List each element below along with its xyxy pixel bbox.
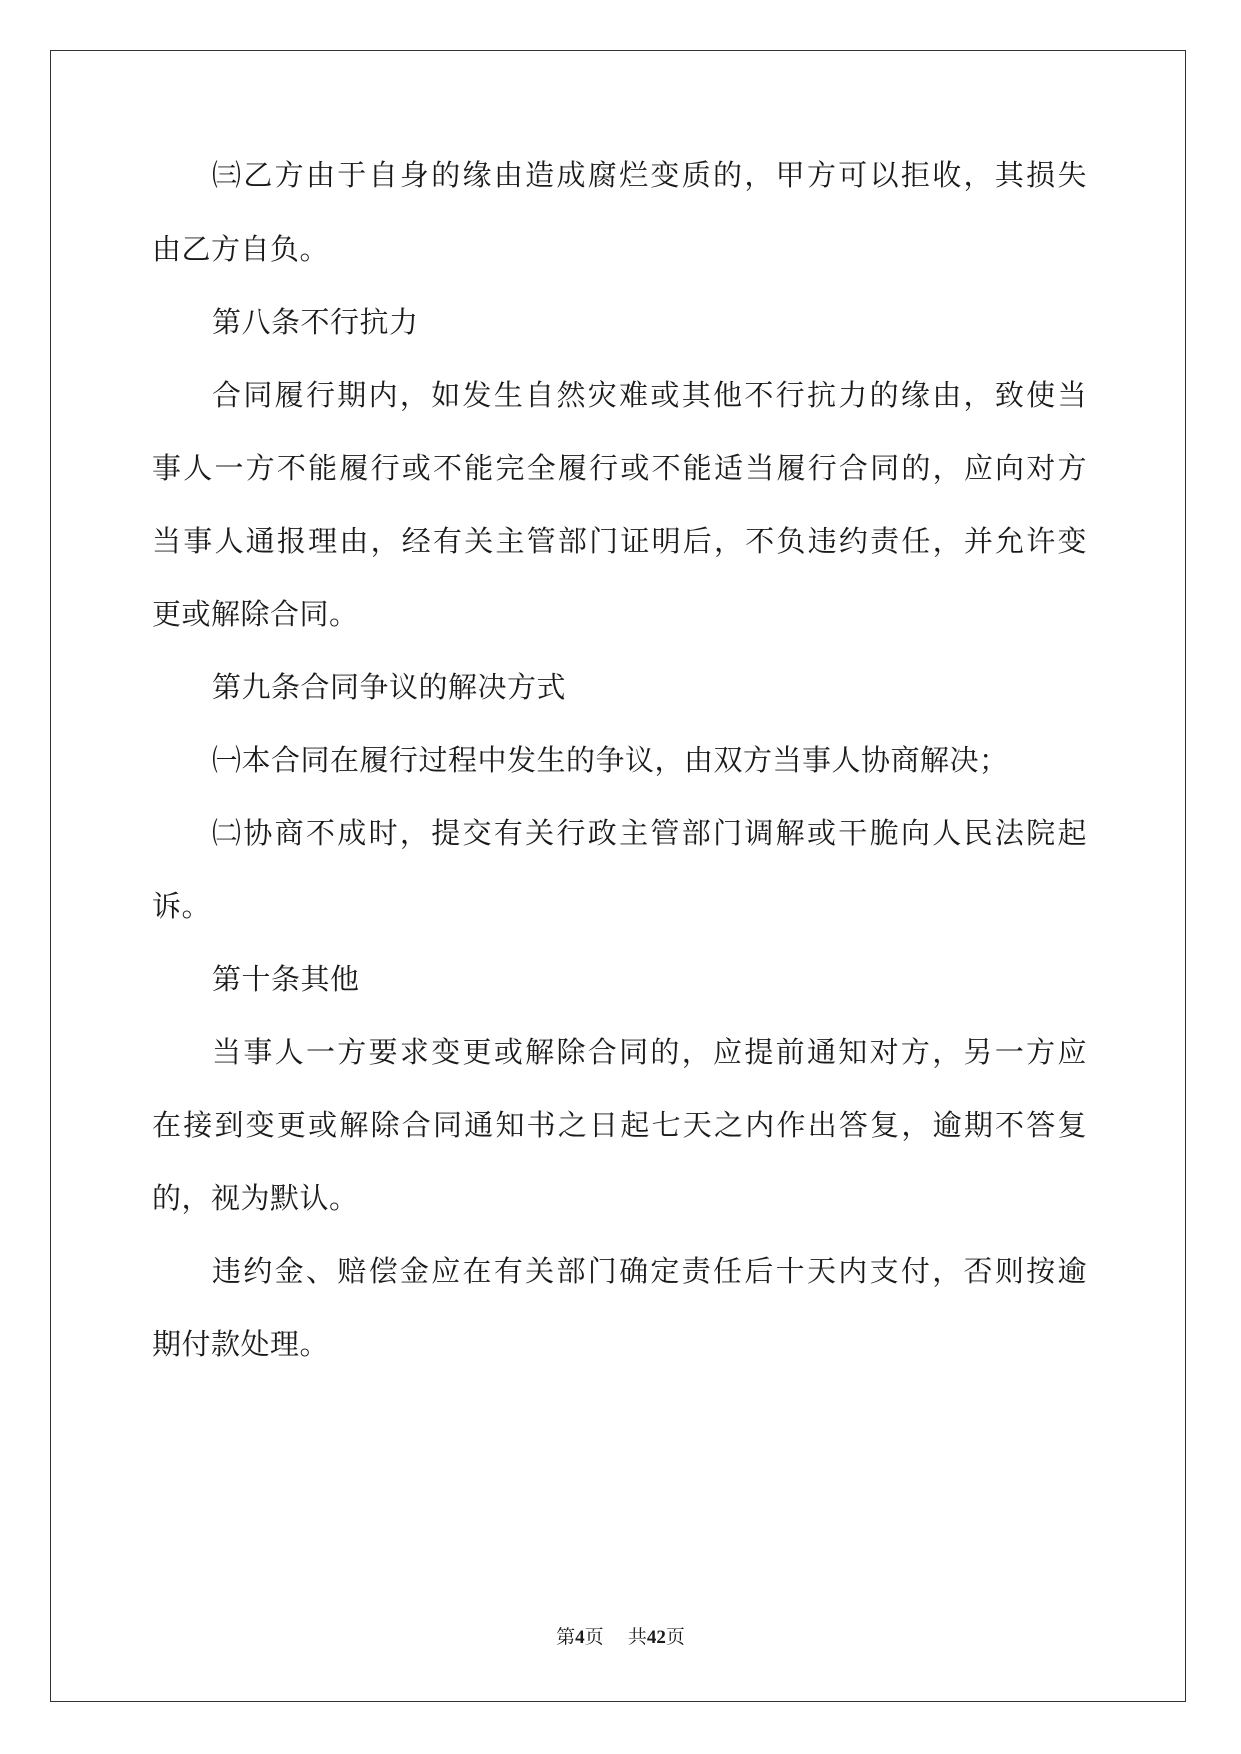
page-footer bbox=[0, 1625, 1241, 1650]
section-heading: 第十条其他 bbox=[212, 962, 360, 996]
paragraph-line: ㈠本合同在履行过程中发生的争议，由双方当事人协商解决； bbox=[212, 743, 1009, 777]
page-suffix: 页 bbox=[584, 1626, 604, 1648]
paragraph-line: 违约金、赔偿金应在有关部门确定责任后十天内支付，否则按逾 bbox=[212, 1254, 1087, 1288]
paragraph-line: 由乙方自负。 bbox=[152, 232, 330, 266]
paragraph-line: 在接到变更或解除合同通知书之日起七天之内作出答复，逾期不答复 bbox=[152, 1108, 1087, 1142]
paragraph-line: 合同履行期内，如发生自然灾难或其他不行抗力的缘由，致使当 bbox=[212, 378, 1087, 412]
paragraph-line: ㈡协商不成时，提交有关行政主管部门调解或干脆向人民法院起 bbox=[212, 816, 1087, 850]
page-number: 4 bbox=[575, 1627, 585, 1648]
paragraph-line: 当事人通报理由，经有关主管部门证明后，不负违约责任，并允许变 bbox=[152, 524, 1087, 558]
paragraph-line: 诉。 bbox=[152, 889, 212, 923]
section-heading: 第九条合同争议的解决方式 bbox=[212, 670, 567, 704]
page-border bbox=[50, 50, 1186, 1702]
total-suffix: 页 bbox=[665, 1626, 685, 1648]
paragraph-line: 更或解除合同。 bbox=[152, 597, 359, 631]
paragraph-line: ㈢乙方由于自身的缘由造成腐烂变质的，甲方可以拒收，其损失 bbox=[212, 158, 1087, 192]
total-prefix: 共 bbox=[627, 1626, 647, 1648]
paragraph-line: 事人一方不能履行或不能完全履行或不能适当履行合同的，应向对方 bbox=[152, 451, 1087, 485]
paragraph-line: 当事人一方要求变更或解除合同的，应提前通知对方，另一方应 bbox=[212, 1035, 1087, 1069]
total-pages: 42 bbox=[646, 1627, 666, 1648]
page-prefix: 第 bbox=[556, 1626, 576, 1648]
section-heading: 第八条不行抗力 bbox=[212, 305, 419, 339]
paragraph-line: 期付款处理。 bbox=[152, 1327, 330, 1361]
paragraph-line: 的，视为默认。 bbox=[152, 1181, 359, 1215]
